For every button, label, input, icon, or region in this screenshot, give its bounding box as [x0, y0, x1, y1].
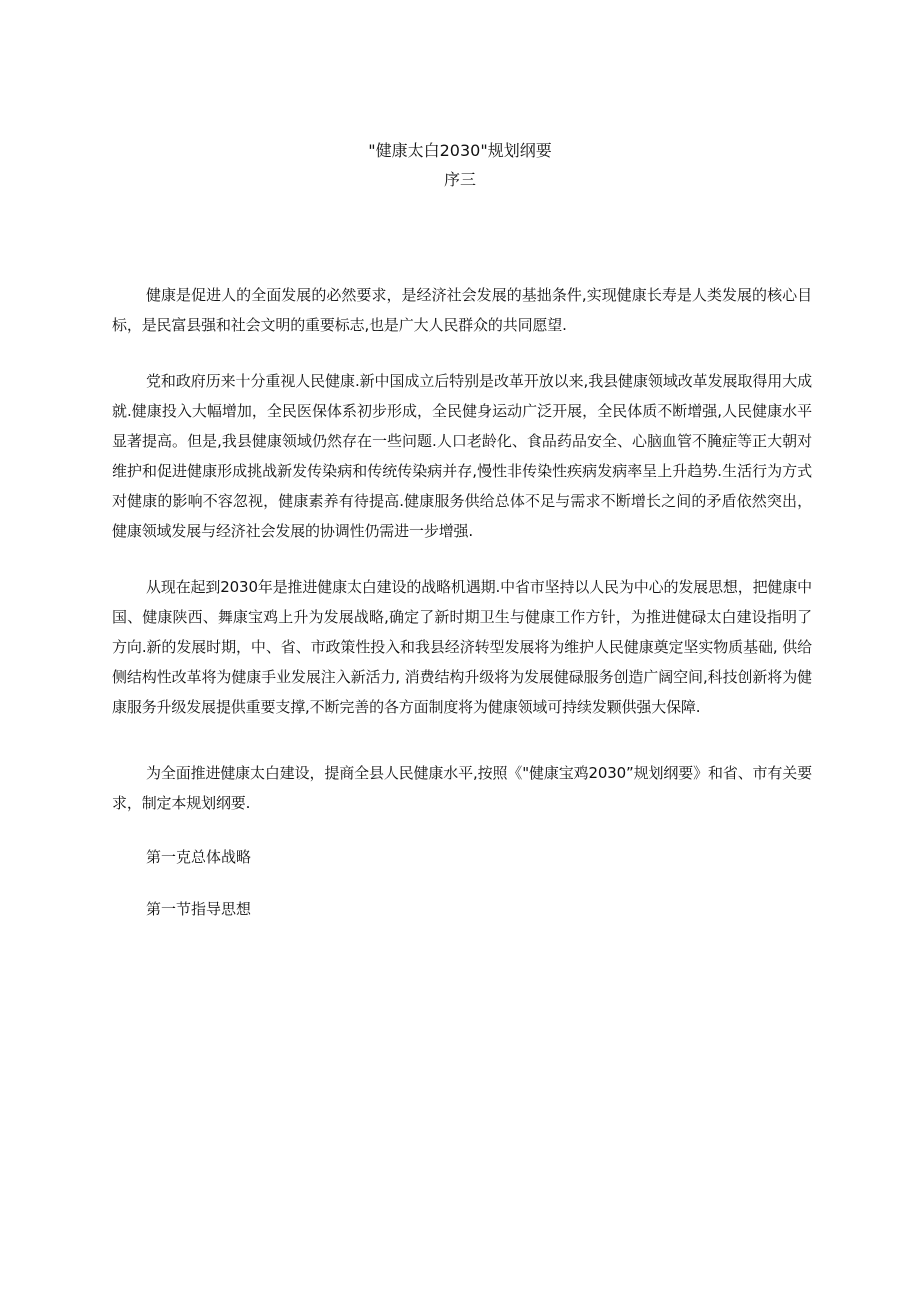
section-heading: 第一节指导思想	[146, 900, 252, 918]
document-title: "健康太白2030"规划纲要	[368, 141, 552, 160]
paragraph-4: 为全面推进健康太白建设，提商全县人民健康水平,按照《"健康宝鸡2030”规划纲要》和省、市有关要求，制定本规划纲要.	[112, 764, 812, 812]
document-body	[112, 280, 812, 948]
chapter-heading: 第一克总体战略	[146, 848, 252, 866]
paragraph-2: 党和政府历来十分重视人民健康.新中国成立后特别是改革开放以来,我县健康领域改革发展取得用大成就.健康投入大幅增加，全民医保体系初步形成，全民健身运动广泛开展，全民体质不断增强,人民健康水平显著提高。但是,我县健康领域仍然存在一些问题.人口老龄化、食品药品安全、心脑血管不腌症等正大朝对维护和促进健康形成挑战新发传染病和传统传染病并存,慢性非传染性疾病发病率呈上升趋势.生活行为方式对健康的影响不容忽视，健康素养有待提高.健康服务供给总体不足与需求不断增长之间的矛盾依然突出，健康领域发展与经济社会发展的协调性仍需进一步增强.	[112, 372, 812, 540]
document-subtitle: 序三	[443, 170, 476, 189]
paragraph-3: 从现在起到2030年是推进健康太白建设的战略机遇期.中省市坚持以人民为中心的发展思想，把健康中国、健康陕西、舞康宝鸡上升为发展战略,确定了新时期卫生与健康工作方针，为推进健碌太白建设指明了方向.新的发展时期，中、省、市政策性投入和我县经济转型发展将为维护人民健康奠定坚实物质基础, 供给侧结构性改革将为健康手业发展注入新活力, 消费结构升级将为发展健碌服务创造广阔空间,科技创新将为健康服务升级发展提供重要支撑,不断完善的各方面制度将为健康领域可持续发颗供强大保障.	[112, 578, 812, 716]
paragraph-1: 健康是促进人的全面发展的必然要求，是经济社会发展的基拙条件,实现健康长寿是人类发展的核心目标，是民富县强和社会文明的重要标志,也是广大人民群众的共同愿望.	[112, 286, 812, 334]
